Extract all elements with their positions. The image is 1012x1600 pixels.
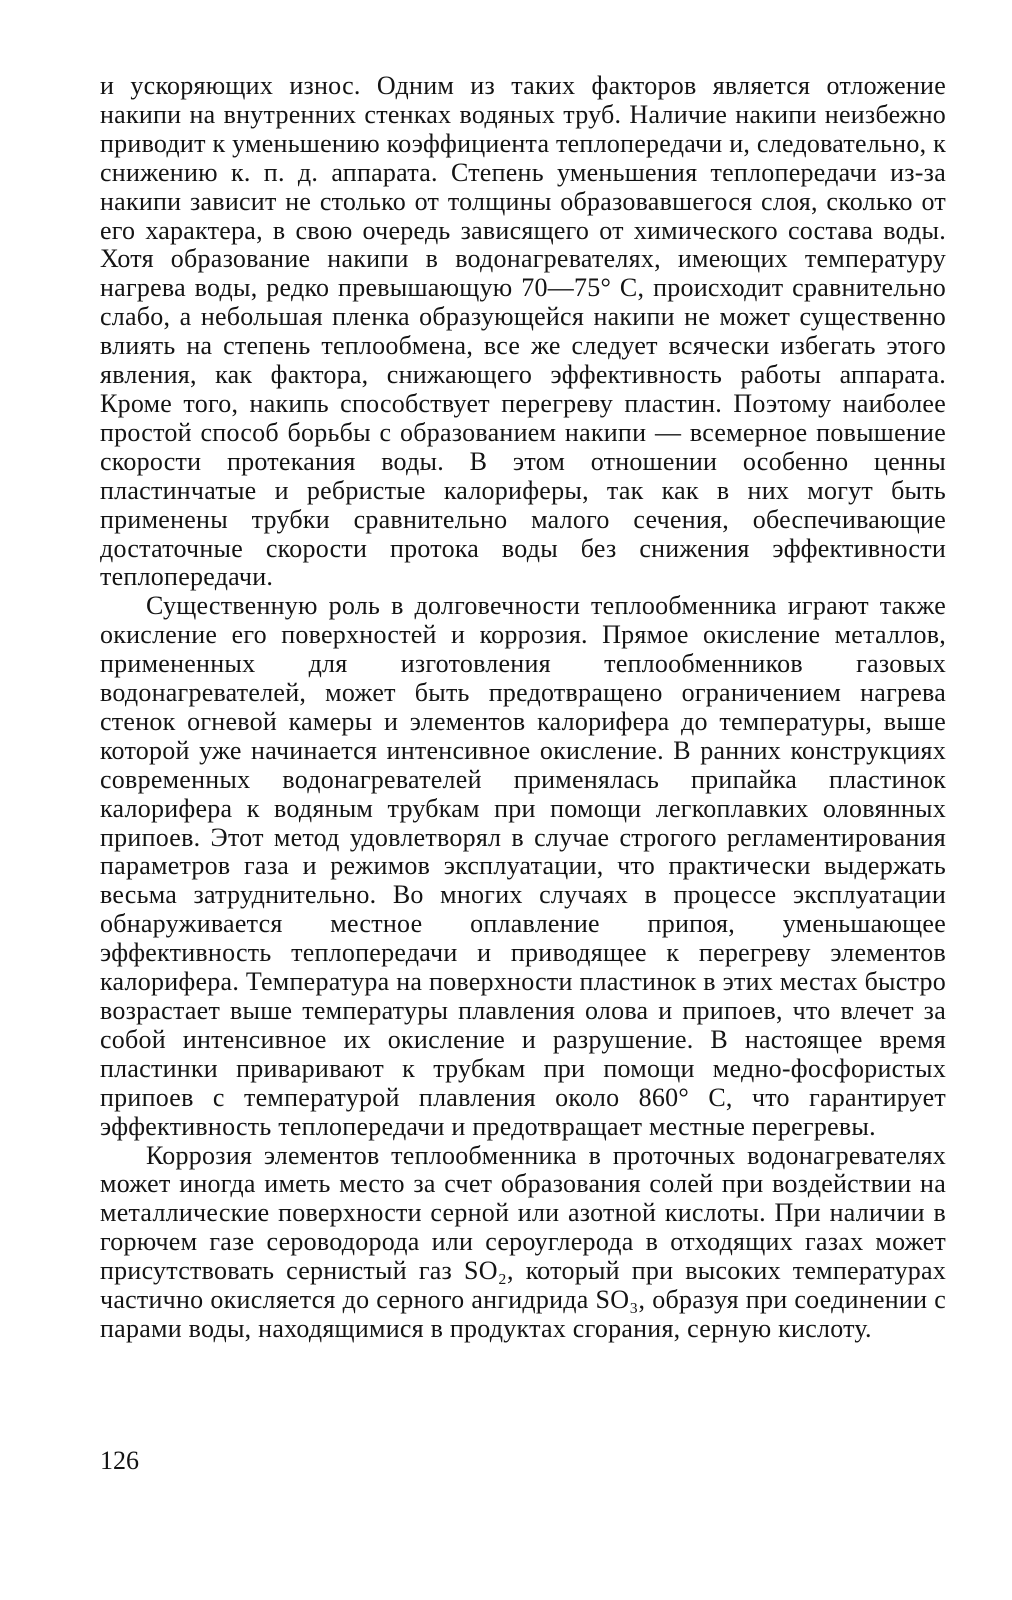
page-body [100,72,946,1344]
paragraph-corrosion: Коррозия элементов теплообменника в проточных водонагревателях может иногда иметь место за счет образования солей при воздействии на металлические поверхности серной или азотной кислоты. При наличии в горючем газе сероводорода или сероуглерода в отходящих газах может присутствовать сернистый газ SO₂, который при высоких температурах частично окисляется до серного ангидрида SO₃, образуя при соединении с парами воды, находящимися в продуктах сгорания, серную кислоту. [100,1140,946,1343]
paragraph-oxidation: Существенную роль в долговечности теплообменника играют также окисление его поверхностей и коррозия. Прямое окисление металлов, примененных для изготовления теплообменников газовых водонагревателей, может быть предотвращено ограничением нагрева стенок огневой камеры и элементов калорифера до температуры, выше которой уже начинается интенсивное окисление. В ранних конструкциях современных водонагревателей применялась припайка пластинок калорифера к водяным трубкам при помощи легкоплавких оловянных припоев. Этот метод удовлетворял в случае строгого регламентирования параметров газа и режимов эксплуатации, что практически выдержать весьма затруднительно. Во многих случаях в процессе эксплуатации обнаруживается местное оплавление припоя, уменьшающее эффективность теплопередачи и приводящее к перегреву элементов калорифера. Температура на поверхности пластинок в этих местах быстро возрастает выше температуры плавления олова и припоев, что влечет за собой интенсивное их окисление и разрушение. В настоящее время пластинки приваривают к трубкам при помощи медно-фосфористых припоев с температурой плавления около 860° С, что гарантирует эффективность теплопередачи и предотвращает местные перегревы. [100,591,946,1141]
paragraph-scale-deposits: и ускоряющих износ. Одним из таких факторов является отложение накипи на внутренних стенках водяных труб. Наличие накипи неизбежно приводит к уменьшению коэффициента теплопередачи и, следовательно, к снижению к. п. д. аппарата. Степень уменьшения теплопередачи из-за накипи зависит не столько от толщины образовавшегося слоя, сколько от его характера, в свою очередь зависящего от химического состава воды. Хотя образование накипи в водонагревателях, имеющих температуру нагрева воды, редко превышающую 70—75° С, происходит сравнительно слабо, а небольшая пленка образующейся накипи не может существенно влиять на степень теплообмена, все же следует всячески избегать этого явления, как фактора, снижающего эффективность работы аппарата. Кроме того, накипь способствует перегреву пластин. Поэтому наиболее простой способ борьбы с образованием накипи — всемерное повышение скорости протекания воды. В этом отношении особенно ценны пластинчатые и ребристые калориферы, так как в них могут быть применены трубки сравнительно малого сечения, обеспечивающие достаточные скорости протока воды без снижения эффективности теплопередачи. [100,71,946,592]
page-number: 126 [100,1446,139,1475]
